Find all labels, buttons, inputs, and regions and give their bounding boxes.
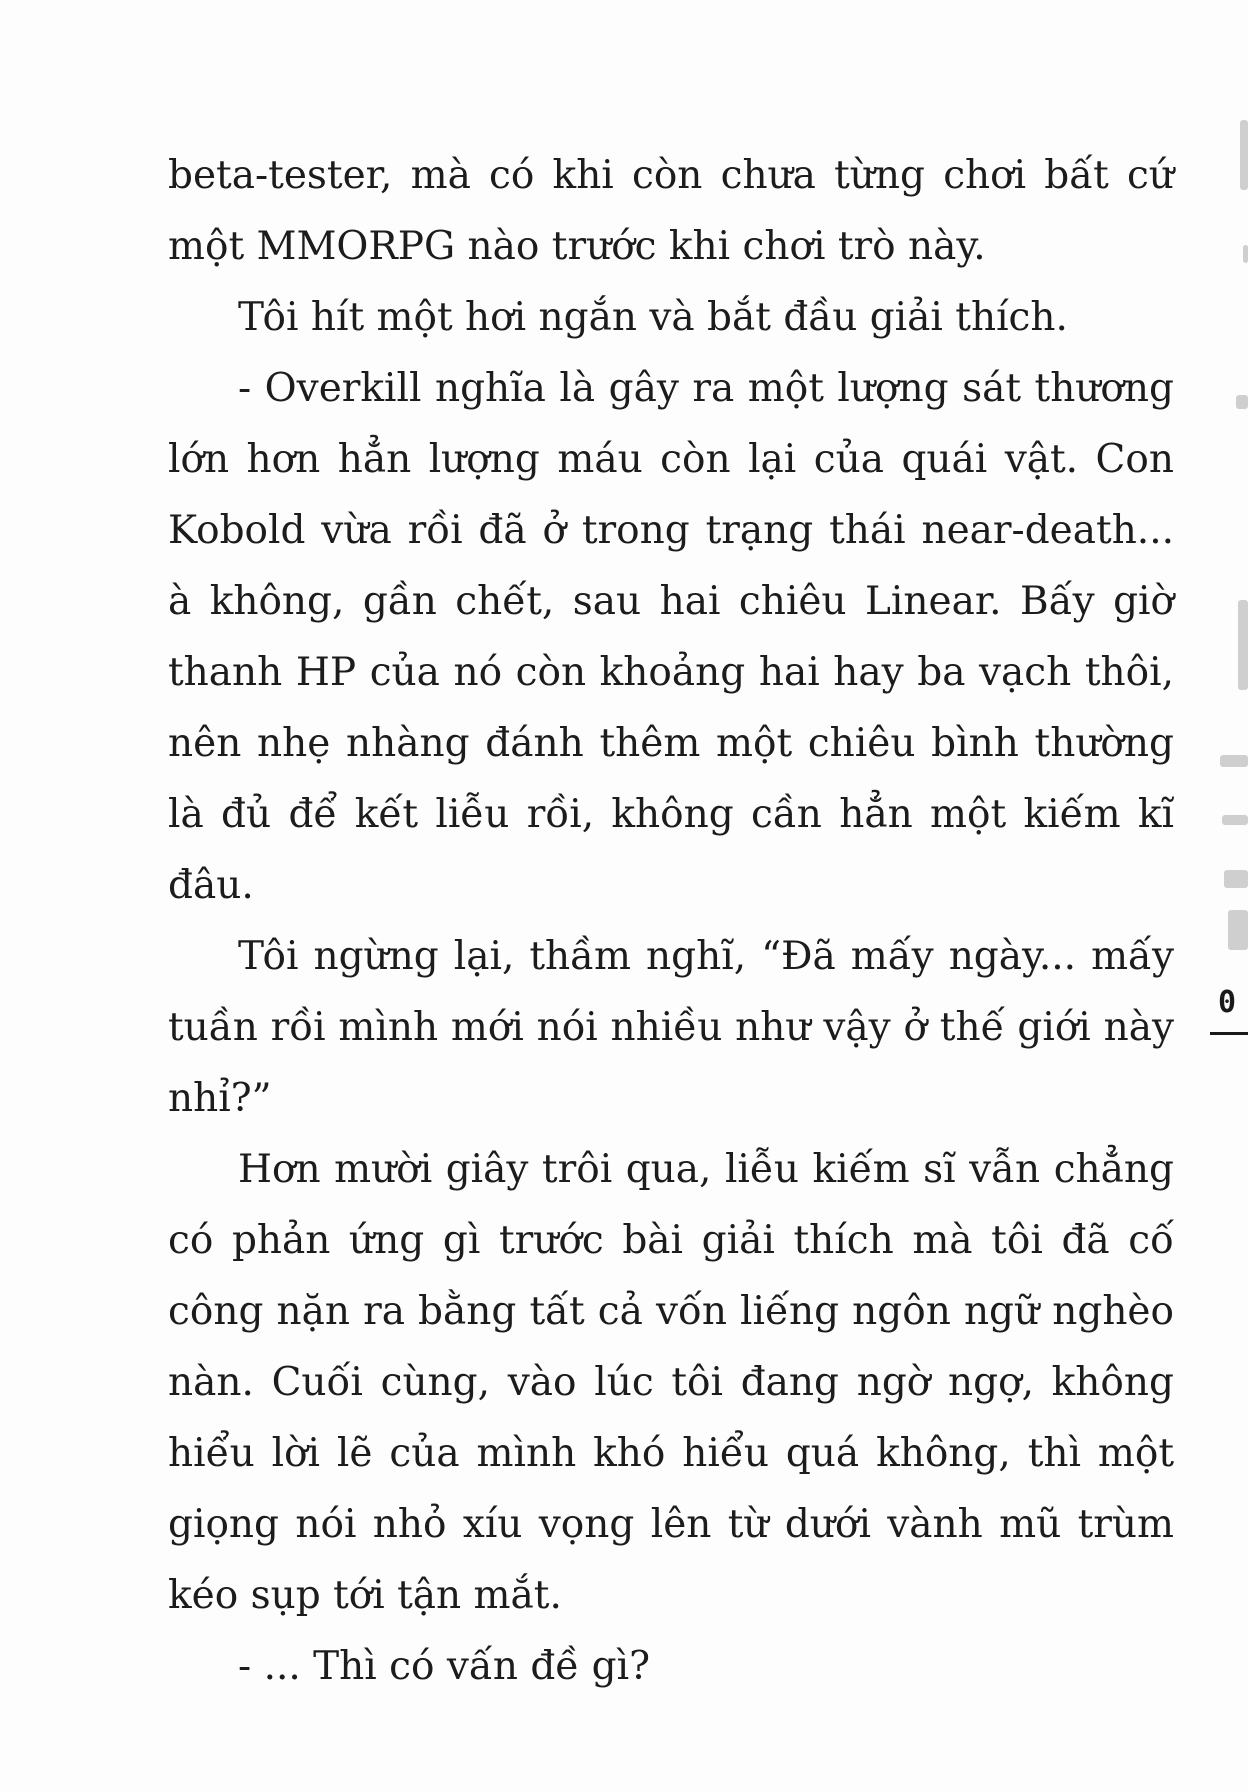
edge-mark [1224,870,1248,888]
edge-mark [1243,245,1248,263]
edge-mark [1228,910,1248,950]
paragraph-4: Tôi ngừng lại, thầm nghĩ, “Đã mấy ngày... mấy tuần rồi mình mới nói nhiều như vậy ở thế giới này nhỉ?” [168,934,1174,1121]
body-text [168,140,1174,1702]
chapter-tab-label: 0 [1218,985,1237,1020]
chapter-tab-rule [1210,1032,1248,1035]
edge-mark [1240,120,1248,190]
edge-mark [1222,815,1248,825]
page-edge [1210,0,1248,1792]
paragraph-1: beta-tester, mà có khi còn chưa từng chơi bất cứ một MMORPG nào trước khi chơi trò này. [168,153,1174,269]
edge-mark [1220,755,1248,767]
paragraph-3: - Overkill nghĩa là gây ra một lượng sát thương lớn hơn hẳn lượng máu còn lại của quái vật. Con Kobold vừa rồi đã ở trong trạng thái near-death... à không, gần chết, sau hai chiêu Linear. Bấy giờ thanh HP của nó còn khoảng hai hay ba vạch thôi, nên nhẹ nhàng đánh thêm một chiêu bình thường là đủ để kết liễu rồi, không cần hẳn một kiếm kĩ đâu. [168,366,1174,908]
paragraph-2: Tôi hít một hơi ngắn và bắt đầu giải thích. [238,295,1068,340]
edge-mark [1236,395,1248,409]
paragraph-6: - ... Thì có vấn đề gì? [238,1644,651,1689]
edge-mark [1238,600,1248,690]
paragraph-5: Hơn mười giây trôi qua, liễu kiếm sĩ vẫn chẳng có phản ứng gì trước bài giải thích mà tôi đã cố công nặn ra bằng tất cả vốn liếng ngôn ngữ nghèo nàn. Cuối cùng, vào lúc tôi đang ngờ ngợ, không hiểu lời lẽ của mình khó hiểu quá không, thì một giọng nói nhỏ xíu vọng lên từ dưới vành mũ trùm kéo sụp tới tận mắt. [168,1147,1174,1618]
